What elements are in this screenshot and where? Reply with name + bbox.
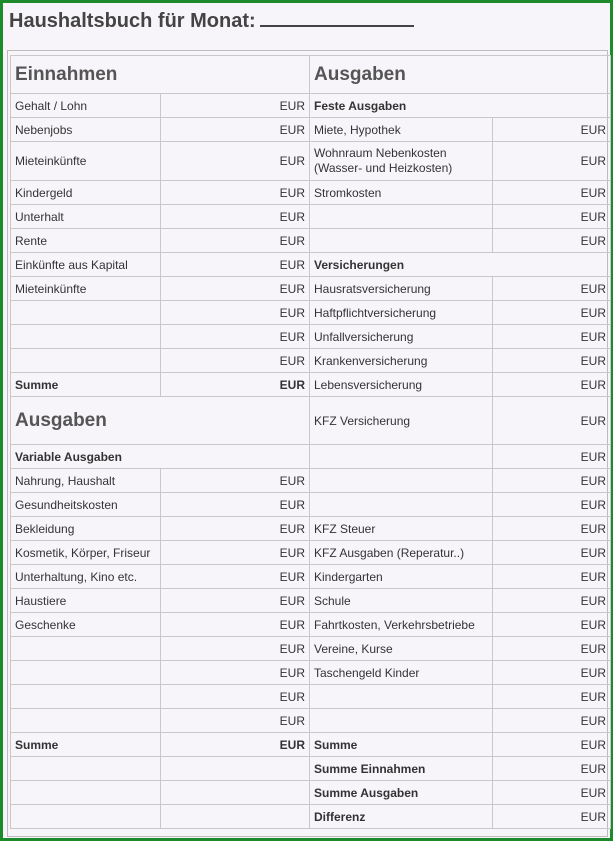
table-row [11, 637, 611, 661]
amount-cell[interactable]: EUR [493, 613, 611, 637]
empty-label [310, 229, 493, 253]
table-row [11, 661, 611, 685]
empty-label [11, 685, 161, 709]
empty-label [310, 493, 493, 517]
row-label: Fahrtkosten, Verkehrsbetriebe [310, 613, 493, 637]
row-label: KFZ Ausgaben (Reperatur..) [310, 541, 493, 565]
amount-cell[interactable]: EUR [161, 517, 310, 541]
empty-label [11, 637, 161, 661]
amount-cell[interactable]: EUR [493, 301, 611, 325]
table-row [11, 541, 611, 565]
row-label: Mieteinkünfte [11, 277, 161, 301]
table-row [11, 349, 611, 373]
table-row [11, 781, 611, 805]
row-label: Rente [11, 229, 161, 253]
amount-cell[interactable]: EUR [493, 397, 611, 445]
amount-cell[interactable]: EUR [161, 253, 310, 277]
page-title [9, 7, 414, 33]
empty-label [310, 709, 493, 733]
empty-label [11, 805, 161, 829]
table-row [11, 709, 611, 733]
row-label: Schule [310, 589, 493, 613]
amount-cell[interactable]: EUR [493, 757, 611, 781]
empty-label [11, 709, 161, 733]
amount-cell[interactable]: EUR [161, 733, 310, 757]
table-row [11, 733, 611, 757]
table-row [11, 56, 611, 94]
amount-cell[interactable]: EUR [493, 325, 611, 349]
row-label: Summe Ausgaben [310, 781, 493, 805]
section-heading-income: Einnahmen [11, 56, 310, 94]
subheading-fixed: Feste Ausgaben [310, 94, 611, 118]
table-row [11, 685, 611, 709]
row-label: KFZ Steuer [310, 517, 493, 541]
amount-cell[interactable]: EUR [161, 205, 310, 229]
amount-cell[interactable]: EUR [161, 94, 310, 118]
amount-cell[interactable]: EUR [493, 229, 611, 253]
row-label: Summe [310, 733, 493, 757]
row-label: Nahrung, Haushalt [11, 469, 161, 493]
amount-cell[interactable]: EUR [493, 685, 611, 709]
amount-cell[interactable]: EUR [161, 142, 310, 181]
row-label: Miete, Hypothek [310, 118, 493, 142]
row-label: Wohnraum Nebenkosten (Wasser- und Heizkosten) [310, 142, 493, 181]
table-row [11, 142, 611, 181]
table-row [11, 589, 611, 613]
row-label: Kosmetik, Körper, Friseur [11, 541, 161, 565]
row-label: Einkünfte aus Kapital [11, 253, 161, 277]
amount-cell[interactable]: EUR [493, 118, 611, 142]
row-label: Differenz [310, 805, 493, 829]
row-label: Unfallversicherung [310, 325, 493, 349]
empty-label [11, 325, 161, 349]
amount-cell[interactable]: EUR [161, 118, 310, 142]
table-row [11, 253, 611, 277]
table-row [11, 517, 611, 541]
row-label: Unterhaltung, Kino etc. [11, 565, 161, 589]
row-label: KFZ Versicherung [310, 397, 493, 445]
month-blank-line [260, 7, 414, 27]
table-row [11, 805, 611, 829]
amount-cell[interactable]: EUR [493, 517, 611, 541]
table-row [11, 493, 611, 517]
table-row [11, 181, 611, 205]
table-row [11, 445, 611, 469]
table-row [11, 613, 611, 637]
empty-label [310, 685, 493, 709]
title-text: Haushaltsbuch für Monat: [9, 10, 256, 32]
row-label: Kindergeld [11, 181, 161, 205]
empty-label [11, 781, 161, 805]
amount-cell[interactable]: EUR [493, 805, 611, 829]
empty-label [310, 205, 493, 229]
row-label: Unterhalt [11, 205, 161, 229]
table-row [11, 277, 611, 301]
table-row [11, 757, 611, 781]
table-row [11, 373, 611, 397]
row-label: Mieteinkünfte [11, 142, 161, 181]
empty-label [11, 661, 161, 685]
amount-cell[interactable]: EUR [493, 589, 611, 613]
row-label: Summe Einnahmen [310, 757, 493, 781]
empty-label [161, 757, 310, 781]
amount-cell[interactable]: EUR [161, 589, 310, 613]
empty-label [310, 469, 493, 493]
amount-cell[interactable]: EUR [161, 469, 310, 493]
row-label: Summe [11, 373, 161, 397]
amount-cell[interactable]: EUR [161, 685, 310, 709]
row-label: Gehalt / Lohn [11, 94, 161, 118]
amount-cell[interactable]: EUR [493, 493, 611, 517]
amount-cell[interactable]: EUR [161, 349, 310, 373]
amount-cell[interactable]: EUR [161, 493, 310, 517]
subheading-variable: Variable Ausgaben [11, 445, 310, 469]
amount-cell[interactable]: EUR [161, 181, 310, 205]
amount-cell[interactable]: EUR [161, 637, 310, 661]
empty-label [11, 349, 161, 373]
amount-cell[interactable]: EUR [161, 277, 310, 301]
amount-cell[interactable]: EUR [161, 613, 310, 637]
empty-label [161, 781, 310, 805]
table-row [11, 118, 611, 142]
amount-cell[interactable]: EUR [161, 541, 310, 565]
amount-cell[interactable]: EUR [493, 142, 611, 181]
amount-cell[interactable]: EUR [493, 181, 611, 205]
row-label: Stromkosten [310, 181, 493, 205]
amount-cell[interactable]: EUR [493, 205, 611, 229]
empty-label [11, 757, 161, 781]
row-label: Taschengeld Kinder [310, 661, 493, 685]
amount-cell[interactable]: EUR [493, 469, 611, 493]
amount-cell[interactable]: EUR [493, 373, 611, 397]
empty-label [310, 445, 493, 469]
section-heading-variable: Ausgaben [11, 397, 310, 445]
row-label: Krankenversicherung [310, 349, 493, 373]
amount-cell[interactable]: EUR [493, 565, 611, 589]
table-row [11, 229, 611, 253]
row-label: Bekleidung [11, 517, 161, 541]
amount-cell[interactable]: EUR [493, 781, 611, 805]
amount-cell[interactable]: EUR [161, 301, 310, 325]
row-label: Haustiere [11, 589, 161, 613]
empty-label [11, 301, 161, 325]
amount-cell[interactable]: EUR [493, 733, 611, 757]
table-row [11, 205, 611, 229]
section-heading-expenses: Ausgaben [310, 56, 611, 94]
table-row [11, 325, 611, 349]
table-row [11, 397, 611, 445]
amount-cell[interactable]: EUR [493, 349, 611, 373]
amount-cell[interactable]: EUR [493, 541, 611, 565]
empty-label [161, 805, 310, 829]
budget-table [10, 55, 611, 829]
row-label: Haftpflichtversicherung [310, 301, 493, 325]
row-label: Nebenjobs [11, 118, 161, 142]
amount-cell[interactable]: EUR [161, 565, 310, 589]
amount-cell[interactable]: EUR [161, 325, 310, 349]
amount-cell[interactable]: EUR [161, 229, 310, 253]
row-label: Lebensversicherung [310, 373, 493, 397]
amount-cell[interactable]: EUR [161, 373, 310, 397]
table-row [11, 94, 611, 118]
amount-cell[interactable]: EUR [493, 661, 611, 685]
row-label: Geschenke [11, 613, 161, 637]
amount-cell[interactable]: EUR [493, 709, 611, 733]
row-label: Kindergarten [310, 565, 493, 589]
amount-cell[interactable]: EUR [493, 445, 611, 469]
row-label: Hausratsversicherung [310, 277, 493, 301]
row-label: Vereine, Kurse [310, 637, 493, 661]
row-label: Gesundheitskosten [11, 493, 161, 517]
table-row [11, 565, 611, 589]
amount-cell[interactable]: EUR [161, 661, 310, 685]
row-label: Summe [11, 733, 161, 757]
amount-cell[interactable]: EUR [161, 709, 310, 733]
subheading-insurance: Versicherungen [310, 253, 611, 277]
amount-cell[interactable]: EUR [493, 637, 611, 661]
amount-cell[interactable]: EUR [493, 277, 611, 301]
table-row [11, 301, 611, 325]
table-row [11, 469, 611, 493]
